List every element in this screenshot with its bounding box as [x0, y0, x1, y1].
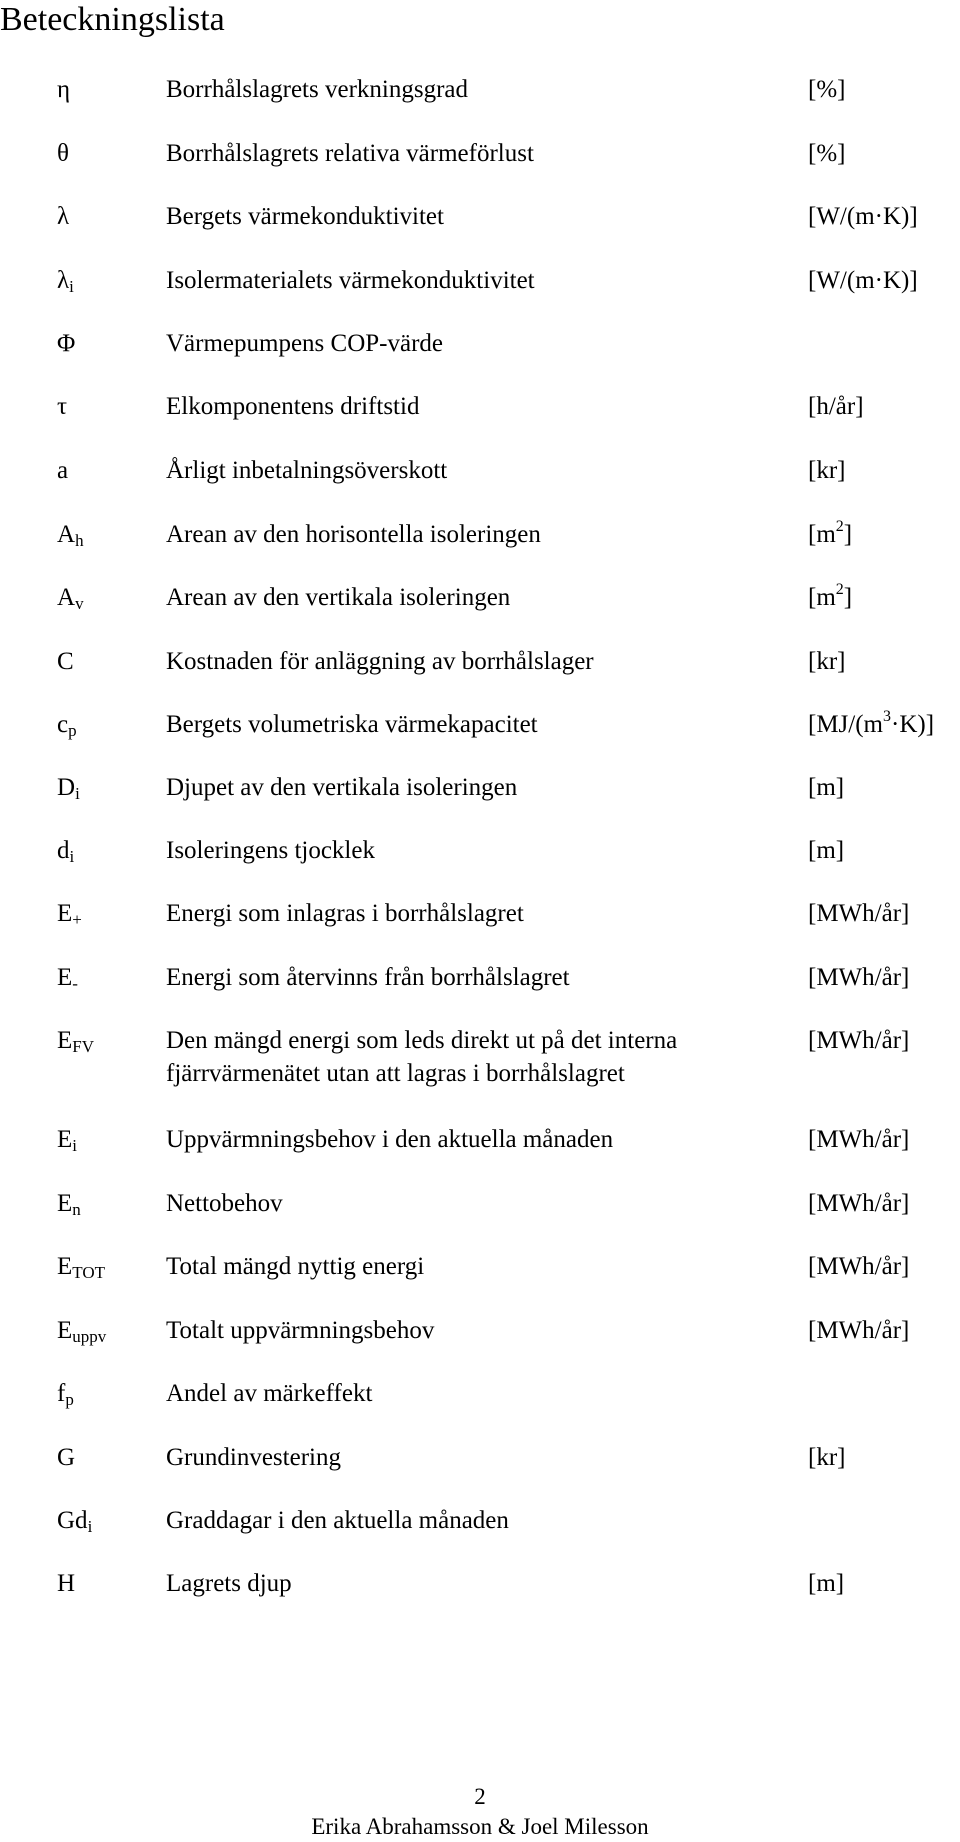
footer-authors: Erika Abrahamsson & Joel Milesson: [311, 1814, 649, 1839]
notation-symbol: ETOT: [57, 1253, 106, 1282]
notation-unit: [%]: [808, 76, 846, 103]
notation-symbol: η: [57, 76, 71, 103]
notation-symbol: Ei: [57, 1126, 78, 1155]
notation-symbol: Gdi: [57, 1507, 93, 1536]
notation-symbol: E+: [57, 900, 82, 929]
notation-description: Graddagar i den aktuella månaden: [166, 1507, 509, 1534]
notation-subscript: i: [72, 1136, 78, 1155]
notation-symbol: En: [57, 1190, 81, 1219]
notation-symbol: θ: [57, 140, 69, 167]
notation-unit: [%]: [808, 140, 846, 167]
notation-unit: [m]: [808, 837, 845, 864]
notation-symbol: Ah: [57, 521, 84, 550]
notation-unit: $[m^2]$: [808, 581, 853, 611]
notation-unit: [MWh/år]: [808, 964, 910, 991]
notation-unit: [MWh/år]: [808, 1027, 910, 1054]
notation-description: Nettobehov: [166, 1190, 283, 1217]
notation-symbol: a: [57, 457, 69, 484]
notation-description: Isoleringens tjocklek: [166, 837, 375, 864]
notation-description: Bergets värmekonduktivitet: [166, 203, 444, 230]
notation-unit: [MWh/år]: [808, 1190, 910, 1217]
notation-description: Lagrets djup: [166, 1570, 292, 1597]
notation-subscript: TOT: [72, 1263, 106, 1282]
notation-description: Grundinvestering: [166, 1444, 341, 1471]
notation-subscript: +: [72, 910, 82, 929]
notation-description: Energi som återvinns från borrhålslagret: [166, 964, 570, 991]
notation-symbol: Φ: [57, 330, 76, 357]
notation-subscript: FV: [72, 1037, 95, 1056]
notation-description: Värmepumpens COP-värde: [166, 330, 444, 357]
notation-subscript: uppv: [72, 1327, 107, 1346]
notation-symbol: λi: [57, 267, 74, 296]
notation-subscript: i: [87, 1517, 93, 1536]
notation-description: Bergets volumetriska värmekapacitet: [166, 711, 538, 738]
notation-subscript: v: [75, 594, 84, 613]
page-title: Beteckningslista: [0, 1, 225, 38]
notation-subscript: h: [75, 531, 84, 550]
notation-description: Djupet av den vertikala isoleringen: [166, 774, 518, 801]
notation-unit: [h/år]: [808, 393, 864, 420]
notation-symbol: di: [57, 837, 75, 866]
notation-description: Isolermaterialets värmekonduktivitet: [166, 267, 535, 294]
notation-subscript: i: [75, 784, 80, 803]
notation-unit: [MWh/år]: [808, 1126, 910, 1153]
notation-symbol: cp: [57, 711, 77, 740]
notation-unit: [kr]: [808, 1444, 846, 1471]
notation-description: Andel av märkeffekt: [166, 1380, 373, 1407]
notation-description: Kostnaden för anläggning av borrhålslager: [166, 648, 594, 675]
notation-unit: [MWh/år]: [808, 1253, 910, 1280]
notation-symbol: λ: [57, 203, 70, 230]
notation-unit: [W/(m·K)]: [808, 267, 918, 294]
notation-symbol: H: [57, 1570, 76, 1597]
notation-subscript: -: [72, 974, 78, 993]
notation-symbol: Euppv: [57, 1317, 107, 1346]
notation-symbol: Av: [57, 584, 84, 613]
notation-unit: [MWh/år]: [808, 1317, 910, 1344]
notation-symbol: τ: [57, 393, 68, 420]
notation-description: Elkomponentens driftstid: [166, 393, 420, 420]
notation-unit: $[m^2]$: [808, 518, 853, 548]
page-number: 2: [474, 1784, 486, 1809]
notation-description: Uppvärmningsbehov i den aktuella månaden: [166, 1126, 614, 1153]
notation-unit: [MWh/år]: [808, 900, 910, 927]
notation-description: Arean av den horisontella isoleringen: [166, 521, 541, 548]
notation-subscript: i: [69, 847, 75, 866]
notation-subscript: p: [68, 721, 77, 740]
notation-description: Den mängd energi som leds direkt ut på det interna fjärrvärmenätet utan att lagras i borrhålslagret: [166, 1027, 678, 1087]
notation-unit: [kr]: [808, 648, 846, 675]
notation-symbol: G: [57, 1444, 76, 1471]
notation-description: Total mängd nyttig energi: [166, 1253, 425, 1280]
notation-symbol: fp: [57, 1380, 74, 1409]
notation-description: Totalt uppvärmningsbehov: [166, 1317, 435, 1344]
notation-subscript: n: [72, 1200, 81, 1219]
notation-symbol: E-: [57, 964, 78, 993]
notation-symbol: EFV: [57, 1027, 95, 1056]
notation-subscript: i: [69, 277, 74, 296]
notation-description: Borrhålslagrets verkningsgrad: [166, 76, 469, 103]
notation-description: Energi som inlagras i borrhålslagret: [166, 900, 524, 927]
notation-unit: [kr]: [808, 457, 846, 484]
notation-unit: [W/(m·K)]: [808, 203, 918, 230]
notation-symbol: Di: [57, 774, 80, 803]
notation-symbol: C: [57, 648, 74, 675]
notation-unit: [m]: [808, 1570, 845, 1597]
notation-subscript: p: [65, 1390, 74, 1409]
notation-description: Borrhålslagrets relativa värmeförlust: [166, 140, 534, 167]
notation-description: Årligt inbetalningsöverskott: [166, 457, 448, 484]
notation-unit: $[MJ/(m^3\cdot K)]$: [808, 708, 935, 738]
notation-description: Arean av den vertikala isoleringen: [166, 584, 511, 611]
notation-unit: [m]: [808, 774, 845, 801]
